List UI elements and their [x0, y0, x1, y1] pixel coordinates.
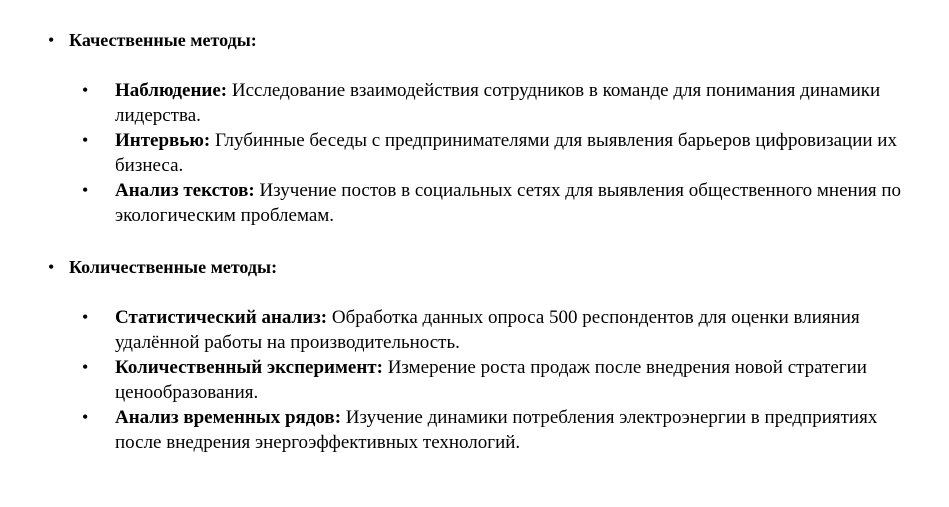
section-qualitative — [48, 28, 928, 228]
list-item — [69, 305, 928, 355]
method-term: Статистический анализ: — [115, 307, 328, 328]
bullet-icon: • — [82, 307, 89, 327]
section-title: Качественные методы: — [69, 30, 257, 50]
method-description: Исследование взаимодействия сотрудников в команде для понимания динамики лидерства. — [115, 80, 881, 126]
method-term: Анализ временных рядов: — [115, 407, 342, 428]
bullet-icon: • — [48, 257, 55, 277]
section-quantitative — [48, 255, 928, 455]
method-description: Изучение постов в социальных сетях для выявления общественного мнения по экологическим проблемам. — [115, 180, 902, 226]
bullet-icon: • — [82, 130, 89, 150]
qualitative-methods-list — [69, 78, 928, 228]
list-item — [69, 355, 928, 405]
section-title: Количественные методы: — [69, 257, 278, 277]
method-description: Обработка данных опроса 500 респондентов для оценки влияния удалённой работы на производительность. — [115, 307, 860, 353]
methods-list — [48, 28, 928, 455]
list-item — [69, 178, 928, 228]
list-item — [69, 78, 928, 128]
method-term: Количественный эксперимент: — [115, 357, 383, 378]
method-term: Интервью: — [115, 130, 211, 151]
bullet-icon: • — [48, 30, 55, 50]
list-item — [69, 128, 928, 178]
quantitative-methods-list — [69, 305, 928, 455]
method-term: Наблюдение: — [115, 80, 228, 101]
method-description: Измерение роста продаж после внедрения новой стратегии ценообразования. — [115, 357, 867, 403]
method-description: Глубинные беседы с предпринимателями для выявления барьеров цифровизации их бизнеса. — [115, 130, 897, 176]
bullet-icon: • — [82, 80, 89, 100]
bullet-icon: • — [82, 357, 89, 377]
method-term: Анализ текстов: — [115, 180, 255, 201]
bullet-icon: • — [82, 407, 89, 427]
list-item — [69, 405, 928, 455]
bullet-icon: • — [82, 180, 89, 200]
method-description: Изучение динамики потребления электроэнергии в предприятиях после внедрения энергоэффективных технологий. — [115, 407, 878, 453]
